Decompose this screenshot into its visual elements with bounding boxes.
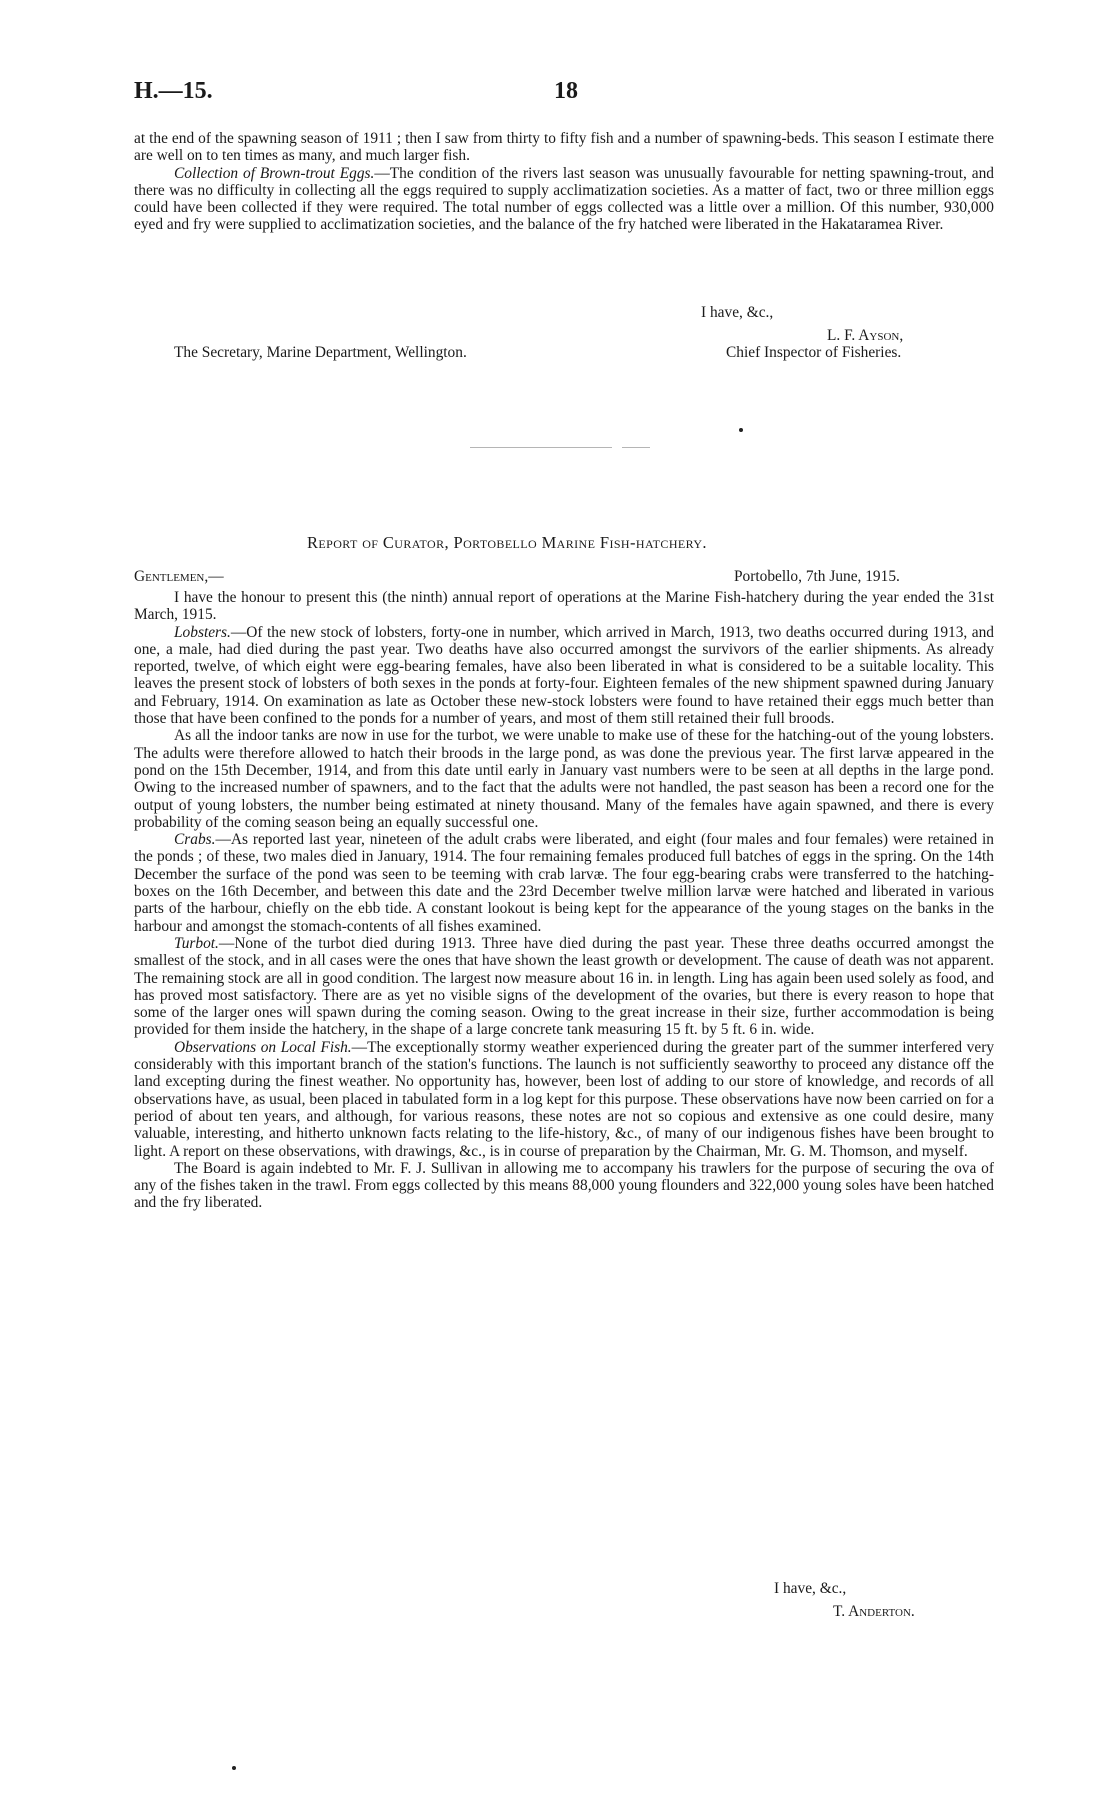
signature-ayson: L. F. Ayson, bbox=[827, 327, 904, 344]
turbot-body: —None of the turbot died during 1913. Three have died during the past year. These three deaths occurred amongst the smallest of the stock, and in all cases were the ones that have shown the least growth or development. The cause of death was not apparent. The remaining stock are all in good condition. The largest now measure about 16 in. in length. Ling has again been used solely as food, and has proved most satisfactory. There are as yet no visible signs of the development of the ovaries, but there is every reason to hope that some of the larger ones will spawn during the coming season. Owing to the great increase in their size, further accommodation is being provided for them inside the hatchery, in the shape of a large concrete tank measuring 15 ft. by 5 ft. 6 in. wide. bbox=[134, 934, 994, 1039]
section-heading-turbot: Turbot. bbox=[174, 934, 219, 952]
report-body bbox=[134, 589, 994, 1212]
lobsters-body: —Of the new stock of lobsters, forty-one in number, which arrived in March, 1913, two deaths occurred during 1913, and one, a male, had died during the past year. Two deaths have also occurred amongst the survivors of the earlier shipments. As already reported, twelve, of which eight were egg-bearing females, have also been liberated in what is considered to be a suitable locality. This leaves the present stock of lobsters of both sexes in the ponds at forty-four. Eighteen females of the new shipment spawned during January and February, 1914. On examination as late as October these new-stock lobsters were found to have retained their eggs much better than those that have been confined to the ponds for a number of years, and most of them still retained their full broods. bbox=[134, 623, 994, 728]
section-divider-tail bbox=[622, 447, 650, 448]
crabs-body: —As reported last year, nineteen of the adult crabs were liberated, and eight (four males and four females) were retained in the ponds ; of these, two males died in January, 1914. The four remaining females produced full batches of eggs in the spring. On the 14th December the surface of the pond was seen to be teeming with crab larvæ. The four egg-bearing crabs were transferred to the hatching-boxes on the 16th December, and between this date and the 23rd December twelve million larvæ were hatched and liberated in various parts of the harbour, chiefly on the ebb tide. A constant lookout is being kept for the appearance of the young stages on the banks in the harbour and amongst the stomach-contents of all fishes examined. bbox=[134, 831, 994, 935]
place-date: Portobello, 7th June, 1915. bbox=[734, 568, 900, 585]
paragraph-brown-trout-eggs bbox=[134, 165, 994, 234]
section-heading-lobsters: Lobsters. bbox=[174, 623, 231, 641]
paragraph-lobsters bbox=[134, 624, 994, 728]
paragraph-turbot bbox=[134, 935, 994, 1039]
observations-body: —The exceptionally stormy weather experienced during the greater part of the summer interfered very considerably with this important branch of the station's functions. The launch is not sufficiently seaworthy to proceed any distance off the land excepting during the finest weather. No opportunity has, however, been lost of adding to our store of knowledge, and records of all observations have, as usual, been placed in tabulated form in a log kept for this purpose. These observations have now been carried on for a period of about ten years, and although, for various reasons, these notes are not so copious and extensive as one could desire, many valuable, interesting, and hitherto unknown facts relating to the life-history, &c., of many of our indigenous fishes have been brought to light. A report on these observations, with drawings, &c., is in course of preparation by the Chairman, Mr. G. M. Thomson, and myself. bbox=[134, 1038, 995, 1160]
section-heading-crabs: Crabs. bbox=[174, 831, 216, 849]
paragraph-board: The Board is again indebted to Mr. F. J. Sullivan in allowing me to accompany his trawlers for the purpose of securing the ova of any of the fishes taken in the trawl. From eggs collected by this means 88,000 young flounders and 322,000 young soles have been hatched and the fry liberated. bbox=[134, 1159, 994, 1212]
section-divider bbox=[470, 447, 612, 448]
section-heading-brown-trout: Collection of Brown-trout Eggs. bbox=[174, 164, 375, 182]
signer-title: Chief Inspector of Fisheries. bbox=[726, 344, 902, 361]
report-title: Report of Curator, Portobello Marine Fish-hatchery. bbox=[307, 533, 707, 552]
ink-speck bbox=[739, 428, 743, 432]
ink-speck-bottom bbox=[232, 1766, 236, 1770]
document-reference: H.—15. bbox=[134, 78, 213, 104]
salutation: Gentlemen,— bbox=[134, 568, 224, 585]
paragraph-intro: I have the honour to present this (the ninth) annual report of operations at the Marine Fish-hatchery during the year ended the 31st March, 1915. bbox=[134, 589, 994, 624]
running-header bbox=[134, 78, 994, 108]
report-closing: I have, &c., bbox=[774, 1580, 847, 1597]
signature-anderton: T. Anderton. bbox=[833, 1603, 915, 1620]
paragraph-observations bbox=[134, 1039, 994, 1160]
paragraph-spawning-season: at the end of the spawning season of 1911 ; then I saw from thirty to fifty fish and a number of spawning-beds. This season I estimate there are well on to ten times as many, and much larger fish. bbox=[134, 130, 994, 165]
paragraph-indoor-tanks: As all the indoor tanks are now in use for the turbot, we were unable to make use of these for the hatching-out of the young lobsters. The adults were therefore allowed to hatch their broods in the large pond, as was done the previous year. The first larvæ appeared in the pond on the 15th December, 1914, and from this date until early in January vast numbers were to be seen at all depths in the large pond. Owing to the increased number of spawners, and to the fact that the adults were not handled, the past season has been a record one for the output of young lobsters, the number being estimated at ninety thousand. Many of the females have again spawned, and there is every probability of the coming season being an equally successful one. bbox=[134, 727, 994, 831]
page-number: 18 bbox=[554, 78, 578, 104]
brown-trout-body: —The condition of the rivers last season was unusually favourable for netting spawning-trout, and there was no difficulty in collecting all the eggs required to supply acclimatization societies. As a matter of fact, two or three million eggs could have been collected if they were required. The total number of eggs collected was a little over a million. Of this number, 930,000 eyed and fry were supplied to acclimatization societies, and the balance of the fry hatched were liberated in the Hakataramea River. bbox=[134, 164, 994, 234]
closing-formula: I have, &c., bbox=[701, 304, 774, 321]
paragraph-crabs bbox=[134, 831, 994, 935]
section-heading-observations: Observations on Local Fish. bbox=[174, 1038, 352, 1056]
top-section bbox=[134, 130, 994, 234]
addressee: The Secretary, Marine Department, Wellington. bbox=[174, 344, 467, 361]
